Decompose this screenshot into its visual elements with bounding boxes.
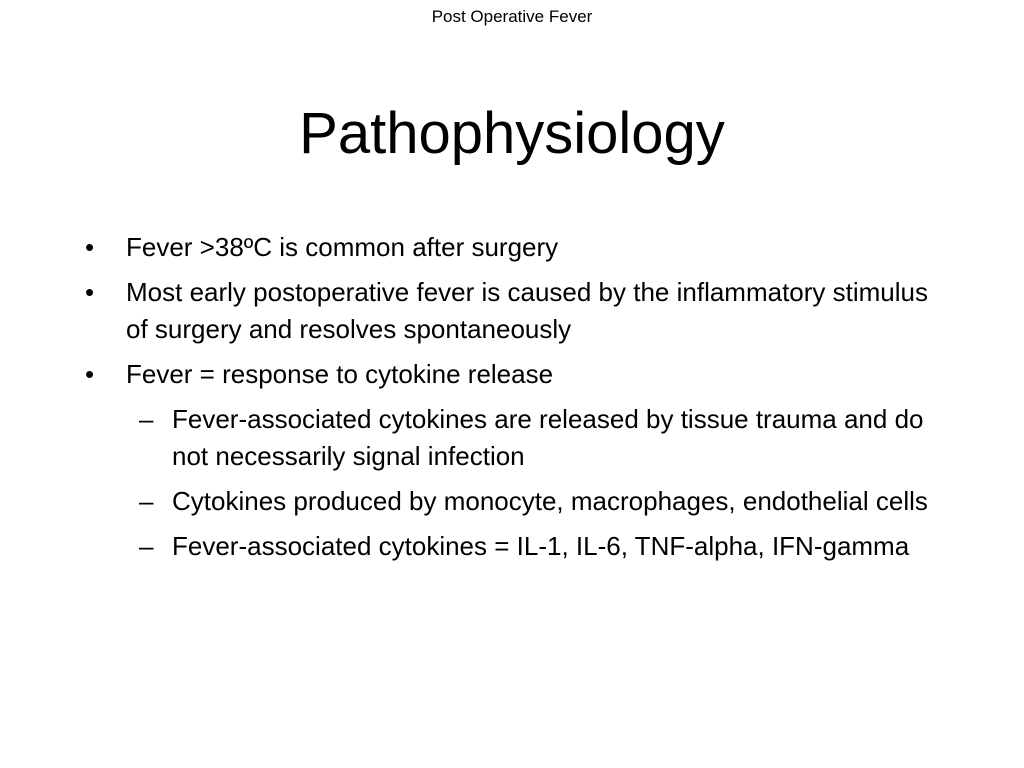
- sub-bullet-text: Fever-associated cytokines are released by tissue trauma and do not necessarily signal infection: [172, 404, 924, 471]
- sub-bullet-item: [126, 528, 945, 565]
- slide-content: [85, 229, 945, 573]
- bullet-item: [85, 274, 945, 348]
- bullet-text: Most early postoperative fever is caused by the inflammatory stimulus of surgery and resolves spontaneously: [126, 277, 929, 344]
- bullet-text: Fever = response to cytokine release: [126, 359, 554, 389]
- slide-title: Pathophysiology: [299, 101, 725, 166]
- sub-bullet-list: [126, 401, 945, 565]
- slide-header: Post Operative Fever: [431, 7, 593, 26]
- sub-bullet-text: Fever-associated cytokines = IL-1, IL-6, TNF-alpha, IFN-gamma: [172, 531, 910, 561]
- dash-marker: –: [139, 404, 154, 434]
- dash-marker: –: [139, 486, 154, 516]
- dash-marker: –: [139, 531, 154, 561]
- bullet-marker: •: [85, 277, 95, 307]
- bullet-text: Fever >38ºC is common after surgery: [126, 232, 559, 262]
- bullet-item: [85, 229, 945, 266]
- sub-bullet-item: [126, 401, 945, 475]
- bullet-marker: •: [85, 359, 95, 389]
- bullet-list: [85, 229, 945, 565]
- bullet-marker: •: [85, 232, 95, 262]
- sub-bullet-item: [126, 483, 945, 520]
- sub-bullet-text: Cytokines produced by monocyte, macrophages, endothelial cells: [172, 486, 928, 516]
- bullet-item: [85, 356, 945, 565]
